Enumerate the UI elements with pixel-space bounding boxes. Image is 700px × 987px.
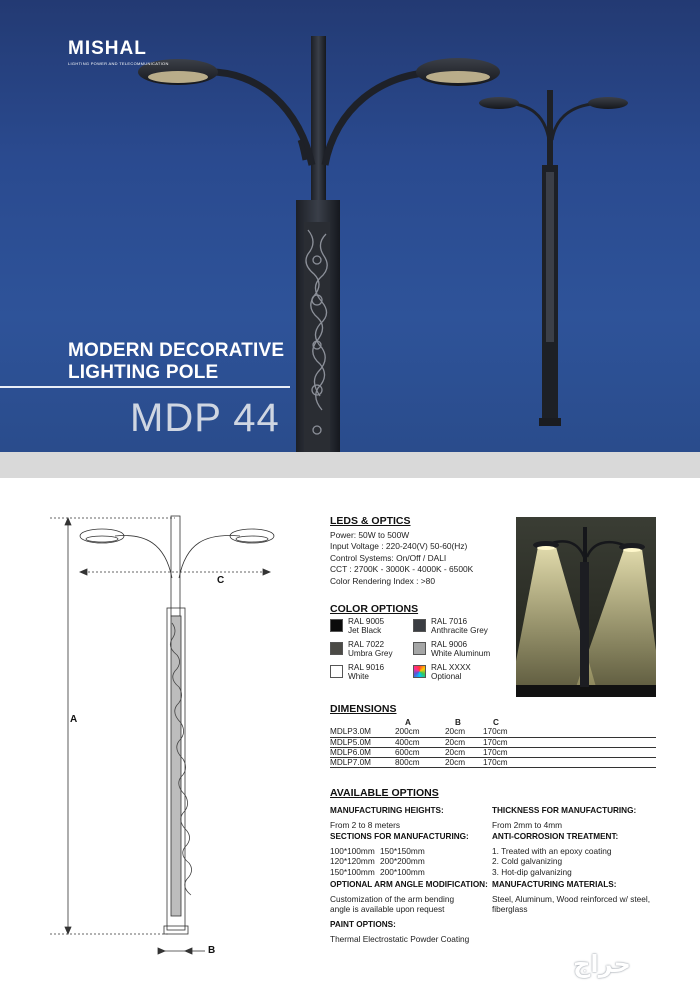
watermark-logo xyxy=(532,950,672,980)
option-text: angle is available upon request xyxy=(330,904,445,914)
table-cell: 170cm xyxy=(483,747,656,757)
option-text: fiberglass xyxy=(492,904,528,914)
option-title: ANTI-CORROSION TREATMENT: xyxy=(492,832,619,841)
table-row xyxy=(330,737,656,747)
color-option xyxy=(413,641,490,658)
column-header: A xyxy=(405,717,411,727)
list-item: 2. Cold galvanizing xyxy=(492,856,563,866)
table-cell: 170cm xyxy=(483,737,656,747)
color-code: RAL 7016 xyxy=(431,617,468,626)
table-cell: 20cm xyxy=(445,737,483,747)
color-swatch xyxy=(330,642,343,655)
option-text: Thermal Electrostatic Powder Coating xyxy=(330,933,470,944)
table-cell: 20cm xyxy=(445,727,483,737)
option-title: THICKNESS FOR MANUFACTURING: xyxy=(492,806,637,815)
dimensions-heading: DIMENSIONS xyxy=(330,703,397,715)
option-thickness xyxy=(492,806,636,830)
column-header: C xyxy=(493,717,499,727)
hero-banner xyxy=(0,0,700,452)
option-paint xyxy=(330,920,469,944)
hero-pole-illustration xyxy=(0,0,700,452)
option-text: From 2mm to 4mm xyxy=(492,819,563,830)
table-cell: MDLP5.0M xyxy=(330,737,395,747)
color-option xyxy=(330,641,393,658)
spec-line: Control Systems: On/Off / DALI xyxy=(330,552,447,563)
pole-line-drawing xyxy=(40,508,290,963)
option-corrosion xyxy=(492,832,618,877)
color-option xyxy=(413,664,471,681)
option-title: OPTIONAL ARM ANGLE MODIFICATION: xyxy=(330,880,488,889)
table-header-row xyxy=(330,717,656,727)
spec-line: Input Voltage : 220-240(V) 50-60(Hz) xyxy=(330,541,468,552)
leds-spec-list xyxy=(330,530,473,587)
spec-line: Color Rendering Index : >80 xyxy=(330,575,435,586)
color-code: RAL 7022 xyxy=(348,640,385,649)
table-row xyxy=(330,757,656,767)
section-row: 120*120mm 200*200mm xyxy=(330,856,425,866)
color-code: RAL 9006 xyxy=(431,640,468,649)
dimension-label-a: A xyxy=(70,714,78,725)
spec-line: CCT : 2700K - 3000K - 4000K - 6500K xyxy=(330,564,474,575)
option-heights xyxy=(330,806,444,830)
color-option xyxy=(330,618,384,635)
section-row: 100*100mm 150*150mm xyxy=(330,845,425,856)
leds-heading: LEDS & OPTICS xyxy=(330,515,411,527)
option-title: MANUFACTURING HEIGHTS: xyxy=(330,806,444,815)
color-swatch xyxy=(330,665,343,678)
hero-title-line2: LIGHTING POLE xyxy=(68,362,219,383)
color-name: White Aluminum xyxy=(431,648,491,658)
section-row: 150*100mm 200*100mm xyxy=(330,866,425,877)
option-materials xyxy=(492,880,650,915)
table-cell: 20cm xyxy=(445,757,483,767)
brand-logo xyxy=(68,38,169,66)
technical-drawing xyxy=(40,508,290,963)
list-item: 3. Hot-dip galvanizing xyxy=(492,866,572,877)
table-cell: 400cm xyxy=(395,737,445,747)
table-cell: 200cm xyxy=(395,727,445,737)
logo-tagline: LIGHTING POWER AND TELECOMMUNICATION xyxy=(68,61,169,66)
table-cell: 170cm xyxy=(483,727,656,737)
color-swatch xyxy=(413,642,426,655)
logo-wordmark: MISHAL xyxy=(68,38,147,59)
hero-title xyxy=(68,340,284,384)
option-text: Customization of the arm bending xyxy=(330,893,455,904)
table-cell: MDLP3.0M xyxy=(330,727,395,737)
color-name: Umbra Grey xyxy=(348,648,393,658)
table-cell: 600cm xyxy=(395,747,445,757)
color-swatch xyxy=(413,619,426,632)
multicolor-swatch xyxy=(413,665,426,678)
table-cell: MDLP7.0M xyxy=(330,757,395,767)
available-options-heading: AVAILABLE OPTIONS xyxy=(330,787,439,799)
color-name: Anthracite Grey xyxy=(431,625,488,635)
option-arm-angle xyxy=(330,880,488,915)
table-row xyxy=(330,747,656,757)
color-swatch xyxy=(330,619,343,632)
grey-band xyxy=(0,452,700,478)
list-item: 1. Treated with an epoxy coating xyxy=(492,845,612,856)
model-number: MDP 44 xyxy=(130,396,280,440)
dimensions-table xyxy=(330,717,656,768)
table-cell: 800cm xyxy=(395,757,445,767)
color-option xyxy=(330,664,384,681)
option-title: SECTIONS FOR MANUFACTURING: xyxy=(330,832,469,841)
watermark-text: حراج xyxy=(573,950,631,978)
hero-title-line1: MODERN DECORATIVE xyxy=(68,340,285,361)
color-code: RAL 9016 xyxy=(348,663,385,672)
color-option xyxy=(413,618,488,635)
option-sections xyxy=(330,832,469,877)
table-cell: 20cm xyxy=(445,747,483,757)
color-name: Jet Black xyxy=(348,625,382,635)
table-cell: 170cm xyxy=(483,757,656,767)
column-header: B xyxy=(455,717,461,727)
option-text: From 2 to 8 meters xyxy=(330,819,401,830)
dimension-label-c: C xyxy=(217,575,225,586)
dimension-label-b: B xyxy=(208,945,216,956)
hero-divider xyxy=(0,386,290,388)
spec-line: Power: 50W to 500W xyxy=(330,530,410,540)
option-title: MANUFACTURING MATERIALS: xyxy=(492,880,617,889)
color-name: White xyxy=(348,671,369,681)
option-title: PAINT OPTIONS: xyxy=(330,920,396,929)
color-code: RAL 9005 xyxy=(348,617,385,626)
color-options-heading: COLOR OPTIONS xyxy=(330,603,419,615)
color-name: Optional xyxy=(431,671,462,681)
option-text: Steel, Aluminum, Wood reinforced w/ steel, xyxy=(492,893,651,904)
color-code: RAL XXXX xyxy=(431,663,471,672)
column-header xyxy=(330,717,395,727)
night-pole-photo xyxy=(516,517,656,697)
table-row xyxy=(330,727,656,737)
table-cell: MDLP6.0M xyxy=(330,747,395,757)
